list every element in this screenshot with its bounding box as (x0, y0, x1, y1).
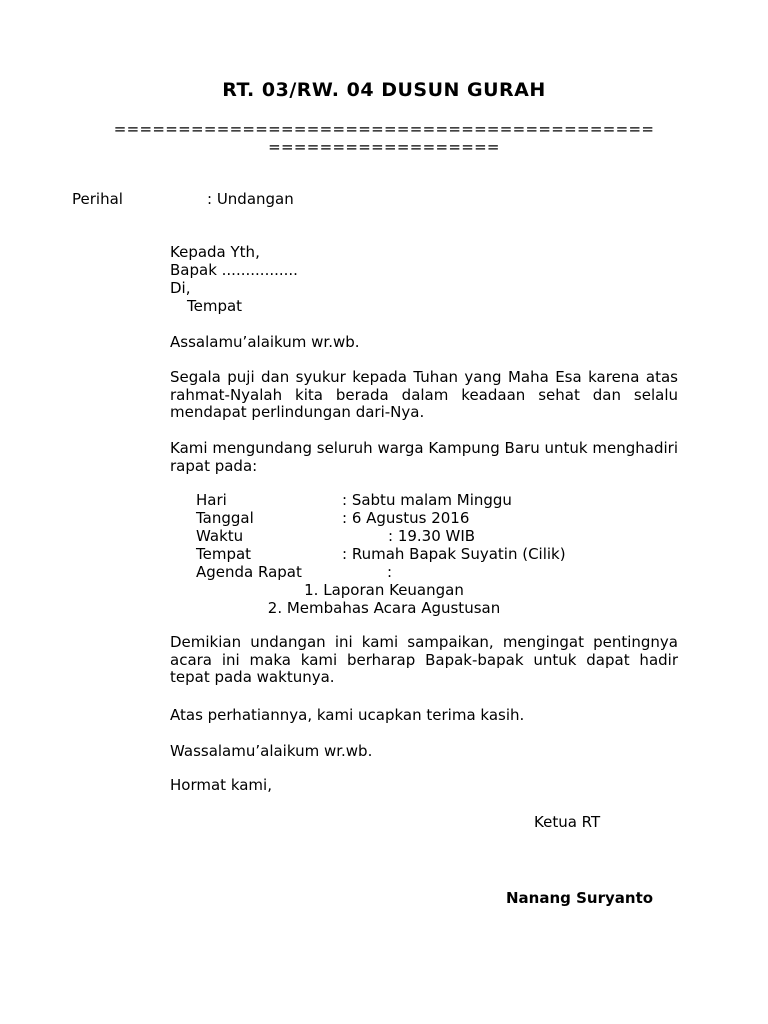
addressee-line-1: Kepada Yth, (170, 243, 260, 261)
detail-agenda-colon: : (387, 563, 393, 581)
paragraph-praise: Segala puji dan syukur kepada Tuhan yang Maha Esa karena atas rahmat-Nyalah kita berada dalam keadaan sehat dan selalu mendapat perlindungan dari-Nya. (170, 368, 678, 421)
detail-place-value: : Rumah Bapak Suyatin (Cilik) (342, 545, 566, 563)
detail-date-value: : 6 Agustus 2016 (342, 509, 470, 527)
thanks-line: Atas perhatiannya, kami ucapkan terima kasih. (170, 706, 525, 724)
detail-place-label: Tempat (196, 545, 252, 563)
subject-label: Perihal (72, 190, 123, 208)
detail-date-label: Tanggal (196, 509, 254, 527)
paragraph-closing: Demikian undangan ini kami sampaikan, mengingat pentingnya acara ini maka kami berharap Bapak-bapak untuk dapat hadir tepat pada waktunya. (170, 633, 678, 686)
agenda-item-1: 1. Laporan Keuangan (304, 581, 464, 599)
separator-line-2: ================== (268, 138, 500, 156)
letter-title: RT. 03/RW. 04 DUSUN GURAH (222, 79, 546, 101)
opening-greeting: Assalamu’alaikum wr.wb. (170, 333, 360, 351)
detail-time-value: : 19.30 WIB (388, 527, 476, 545)
detail-agenda-label: Agenda Rapat (196, 563, 302, 581)
subject-value: : Undangan (207, 190, 294, 208)
separator-line-1: ========================================== (113, 120, 655, 138)
addressee-line-3: Di, (170, 279, 191, 297)
signature-name: Nanang Suryanto (506, 889, 654, 907)
detail-time-label: Waktu (196, 527, 244, 545)
addressee-line-4: Tempat (187, 297, 243, 315)
addressee-line-2: Bapak ................ (170, 261, 298, 279)
signature-position: Ketua RT (534, 813, 601, 831)
closing-greeting: Wassalamu’alaikum wr.wb. (170, 742, 373, 760)
detail-day-value: : Sabtu malam Minggu (342, 491, 512, 509)
paragraph-invitation: Kami mengundang seluruh warga Kampung Baru untuk menghadiri rapat pada: (170, 439, 678, 475)
regards-line: Hormat kami, (170, 776, 272, 794)
agenda-item-2: 2. Membahas Acara Agustusan (267, 599, 501, 617)
detail-day-label: Hari (196, 491, 227, 509)
